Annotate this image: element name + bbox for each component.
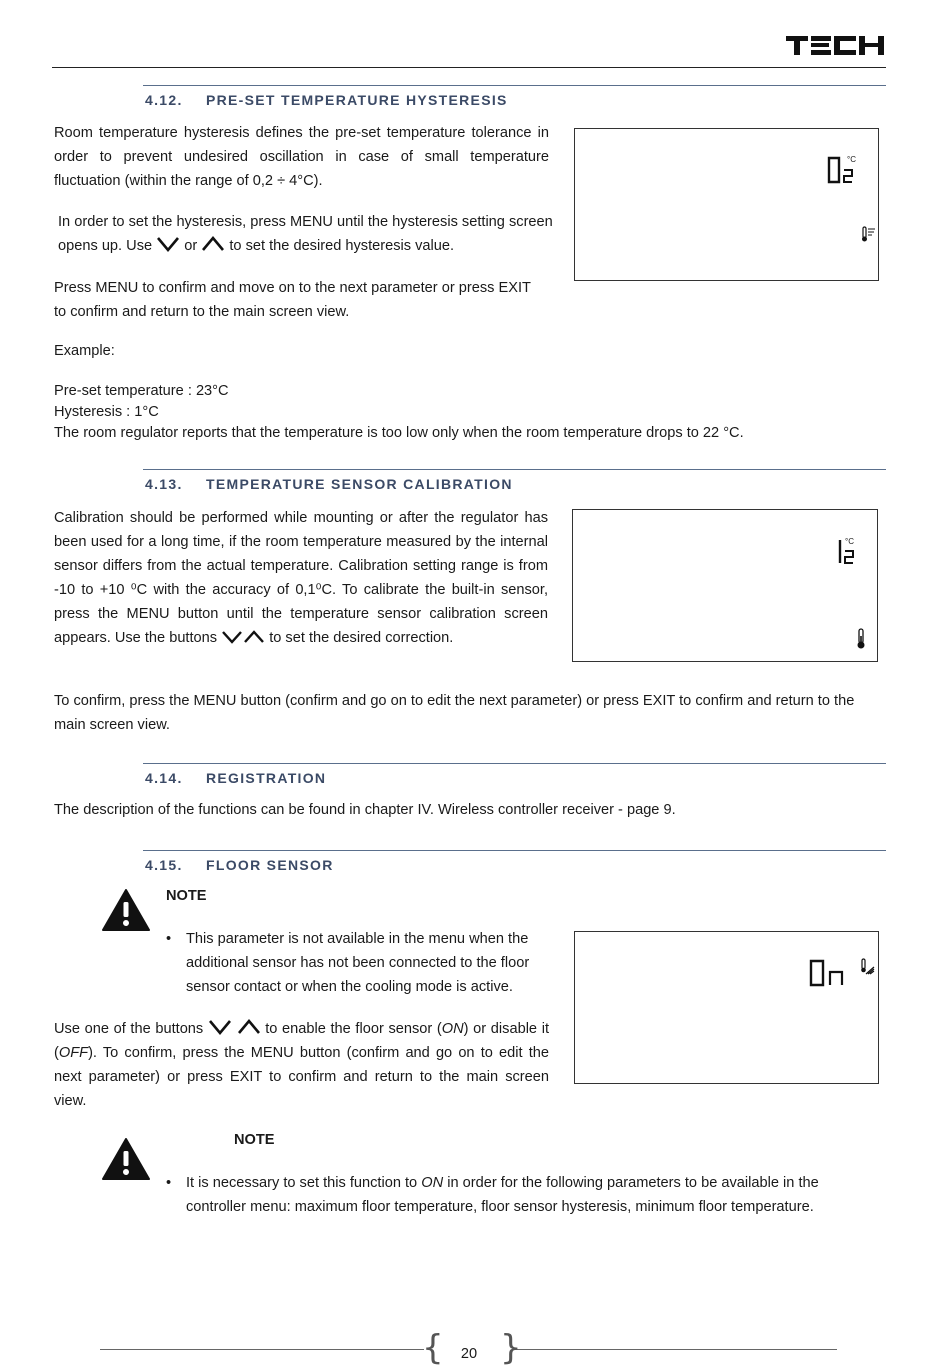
hysteresis-icon (861, 225, 877, 243)
section-number: 4.14. (145, 770, 183, 786)
chevron-down-icon (208, 1018, 232, 1036)
section-rule (143, 850, 886, 851)
calibration-paragraph-2: To confirm, press the MENU button (confirm and go on to edit the next parameter) or press EXIT to confirm and return to the main screen view. (54, 693, 855, 733)
tech-logo (786, 33, 884, 57)
section-rule (143, 85, 886, 86)
hysteresis-paragraph-3: Press MENU to confirm and move on to the next parameter or press EXIT to confirm and return to the main screen view. (54, 280, 531, 320)
lcd-screen-hysteresis (574, 128, 879, 281)
section-title: FLOOR SENSOR (206, 857, 334, 873)
registration-paragraph: The description of the functions can be found in chapter IV. Wireless controller receiver - page 9. (54, 802, 676, 818)
section-title: TEMPERATURE SENSOR CALIBRATION (206, 476, 513, 492)
footer-rule-right (513, 1349, 837, 1350)
section-number: 4.13. (145, 476, 183, 492)
section-number: 4.15. (145, 857, 183, 873)
example-line: Pre-set temperature : 23°C (54, 383, 229, 399)
footer-rule-left (100, 1349, 424, 1350)
thermometer-icon (856, 628, 866, 650)
lcd-screen-calibration (572, 509, 878, 662)
chevron-down-icon (156, 235, 180, 253)
example-line: The room regulator reports that the temperature is too low only when the room temperature drops to 22 °C. (54, 425, 744, 441)
section-rule (143, 469, 886, 470)
footer-brace-right: } (500, 1328, 522, 1368)
chevron-up-icon (201, 235, 225, 253)
example-label: Example: (54, 343, 115, 359)
lcd-value-display (808, 958, 848, 988)
note-bullet-text: This parameter is not available in the menu when the additional sensor has not been connected to the floor sensor contact or when the cooling mode is active. (186, 931, 530, 995)
note-bullet (166, 927, 550, 999)
chevron-up-icon (237, 1018, 261, 1036)
section-heading-4-12 (145, 92, 508, 108)
example-line: Hysteresis : 1°C (54, 404, 159, 420)
warning-icon (101, 888, 151, 932)
chevron-down-icon (221, 629, 243, 645)
note-bullet (166, 1171, 880, 1219)
footer-brace-left: { (422, 1328, 444, 1368)
section-number: 4.12. (145, 92, 183, 108)
calibration-paragraph-1: Calibration should be performed while mounting or after the regulator has been used for a long time, if the room temperature measured by the internal sensor differs from the actual temperature. Calibration setting range is from -10 to +10 ⁰C with the accuracy of 0,1⁰C. To calibrate the built-in sensor, press the MENU button until the temperature sensor calibration screen appears. Use the buttons to set the desired correction. (54, 510, 548, 646)
note-label: NOTE (234, 1132, 275, 1148)
section-heading-4-15 (145, 857, 334, 873)
floor-sensor-paragraph: Use one of the buttons to enable the floor sensor (ON) or disable it (OFF). To confirm, press the MENU button (confirm and go on to edit the next parameter) or press EXIT to confirm and return to the main screen view. (54, 1017, 549, 1113)
section-heading-4-13 (145, 476, 513, 492)
page-number: 20 (460, 1346, 478, 1362)
unit-label: °C (847, 155, 856, 164)
bullet-dot: • (166, 1175, 172, 1191)
note-bullet-text: It is necessary to set this function to ON in order for the following parameters to be available in the controller menu: maximum floor temperature, floor sensor hysteresis, minimum floor temperature. (186, 1175, 819, 1215)
section-rule (143, 763, 886, 764)
unit-label: °C (845, 537, 854, 546)
chevron-up-icon (243, 629, 265, 645)
bullet-dot: • (166, 931, 172, 947)
warning-icon (101, 1137, 151, 1181)
header-rule (52, 67, 886, 68)
lcd-screen-floor-sensor (574, 931, 879, 1084)
note-label: NOTE (166, 888, 207, 904)
floor-heating-icon (859, 958, 875, 976)
hysteresis-paragraph-2: In order to set the hysteresis, press MENU until the hysteresis setting screen opens up. Use or to set the desired hysteresis value. (58, 214, 553, 254)
section-heading-4-14 (145, 770, 326, 786)
hysteresis-paragraph-1: Room temperature hysteresis defines the pre-set temperature tolerance in order to prevent undesired oscillation in case of small temperature fluctuation (within the range of 0,2 ÷ 4°C). (54, 125, 549, 189)
section-title: PRE-SET TEMPERATURE HYSTERESIS (206, 92, 508, 108)
section-title: REGISTRATION (206, 770, 327, 786)
